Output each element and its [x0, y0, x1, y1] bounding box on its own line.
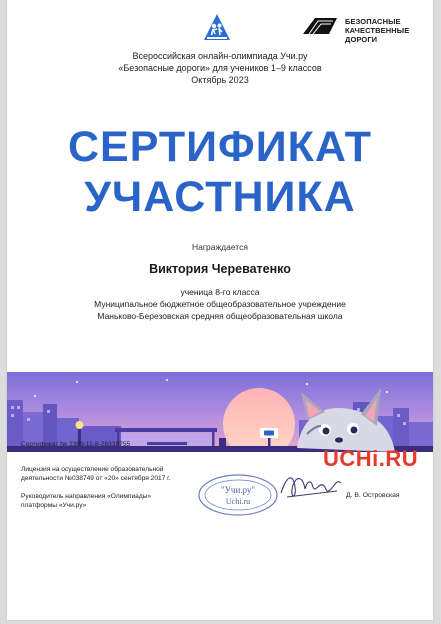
school-line1: Муниципальное бюджетное общеобразовательное учреждение: [94, 299, 346, 309]
head-line1: Руководитель направления «Олимпиады»: [21, 493, 152, 500]
school-line2: Маньково-Березовская средняя общеобразовательная школа: [97, 311, 343, 321]
stamp-icon: [197, 473, 279, 517]
certificate-number: Сертификат № 2309-11-8-26339755: [21, 441, 131, 448]
signature-icon: [277, 467, 347, 505]
stamp-line2: Uchi.ru: [225, 497, 251, 506]
certificate-title-line1: СЕРТИФИКАТ: [67, 123, 373, 171]
uchi-brand-logo: UCHi.RU: [323, 446, 419, 471]
road-safety-logo-icon: [301, 16, 339, 36]
partner-logo-line1: БЕЗОПАСНЫЕ: [345, 17, 401, 26]
olympiad-subtitle: «Безопасные дороги» для учеников 1–9 классов: [118, 63, 322, 73]
recipient-name: Виктория Череватенко: [149, 262, 291, 276]
recipient-grade: ученица 8-го класса: [180, 287, 260, 297]
awarded-label: Награждается: [192, 242, 248, 252]
head-line2: платформы «Учи.ру»: [21, 502, 87, 509]
olympiad-logo-icon: [202, 13, 232, 43]
certificate-page: [7, 0, 433, 620]
license-line2: деятельности №038749 от «20» сентября 2017 г.: [21, 475, 171, 482]
partner-logo-line2: КАЧЕСТВЕННЫЕ ДОРОГИ: [345, 26, 410, 44]
license-line1: Лицензия на осуществление образовательной: [21, 466, 164, 473]
certificate-title-line2: УЧАСТНИКА: [84, 173, 356, 221]
olympiad-date: Октябрь 2023: [191, 75, 249, 85]
signer-name: Д. В. Островская: [346, 492, 400, 499]
road-safety-logo: [301, 14, 421, 44]
stamp-line1: "Учи.ру": [220, 485, 256, 495]
olympiad-name: Всероссийская онлайн-олимпиада Учи.ру: [132, 51, 308, 61]
illustration-bus-stop-scene: [7, 372, 433, 452]
